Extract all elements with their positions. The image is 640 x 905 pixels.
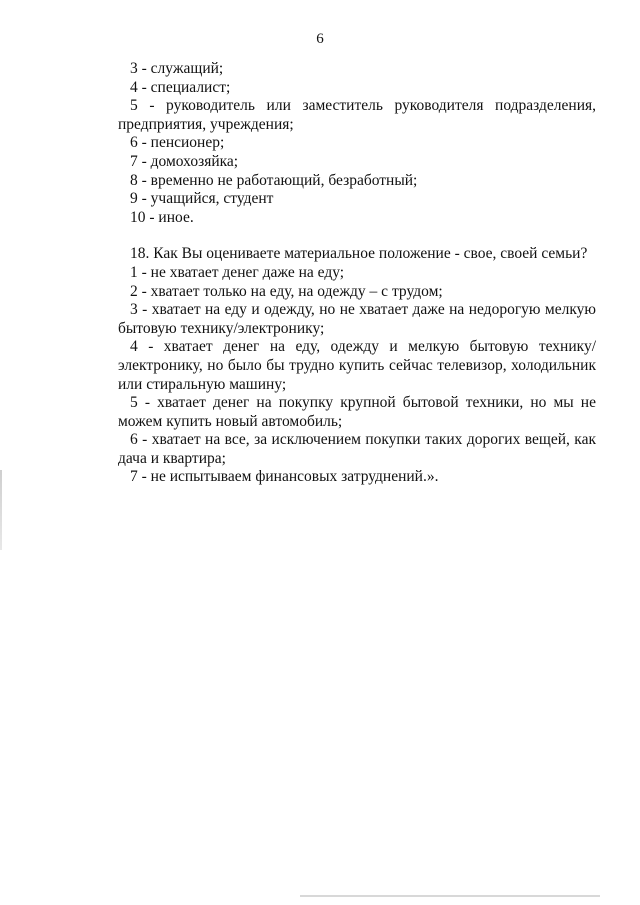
list-item: 3 - служащий; bbox=[130, 60, 224, 77]
answer-option: 3 - хватает на еду и одежду, но не хватает даже на недорогую мелкую бытовую технику/электронику; bbox=[118, 301, 596, 337]
scan-bottom-mark bbox=[300, 895, 600, 897]
list-item: 9 - учащийся, студент bbox=[130, 190, 274, 208]
answer-option: 1 - не хватает денег даже на еду; bbox=[130, 263, 345, 281]
paragraph-gap bbox=[118, 227, 596, 245]
list-item: 5 - руководитель или заместитель руководителя подразделения, предприятия, учреждения; bbox=[118, 97, 596, 133]
page-number: 6 bbox=[316, 31, 324, 47]
list-item: 4 - специалист; bbox=[130, 78, 231, 96]
question-18-block bbox=[118, 245, 596, 487]
answer-option: 2 - хватает только на еду, на одежду – с трудом; bbox=[130, 282, 443, 300]
occupation-options-list bbox=[118, 60, 596, 227]
list-item: 8 - временно не работающий, безработный; bbox=[130, 171, 418, 189]
answer-option: 5 - хватает денег на покупку крупной бытовой техники, но мы не можем купить новый автомобиль; bbox=[118, 394, 596, 430]
document-body bbox=[118, 60, 596, 487]
list-item: 10 - иное. bbox=[130, 208, 194, 226]
answer-option: 6 - хватает на все, за исключением покупки таких дорогих вещей, как дача и квартира; bbox=[118, 431, 596, 467]
answer-option: 4 - хватает денег на еду, одежду и мелкую бытовую технику/электронику, но было бы трудно купить сейчас телевизор, холодильник или стиральную машину; bbox=[118, 338, 596, 393]
question-title: 18. Как Вы оцениваете материальное положение - свое, своей семьи? bbox=[130, 245, 588, 263]
answer-option: 7 - не испытываем финансовых затруднений.». bbox=[130, 468, 439, 486]
list-item: 7 - домохозяйка; bbox=[130, 152, 239, 170]
list-item: 6 - пенсионер; bbox=[130, 134, 225, 152]
scan-edge-mark bbox=[0, 470, 2, 550]
